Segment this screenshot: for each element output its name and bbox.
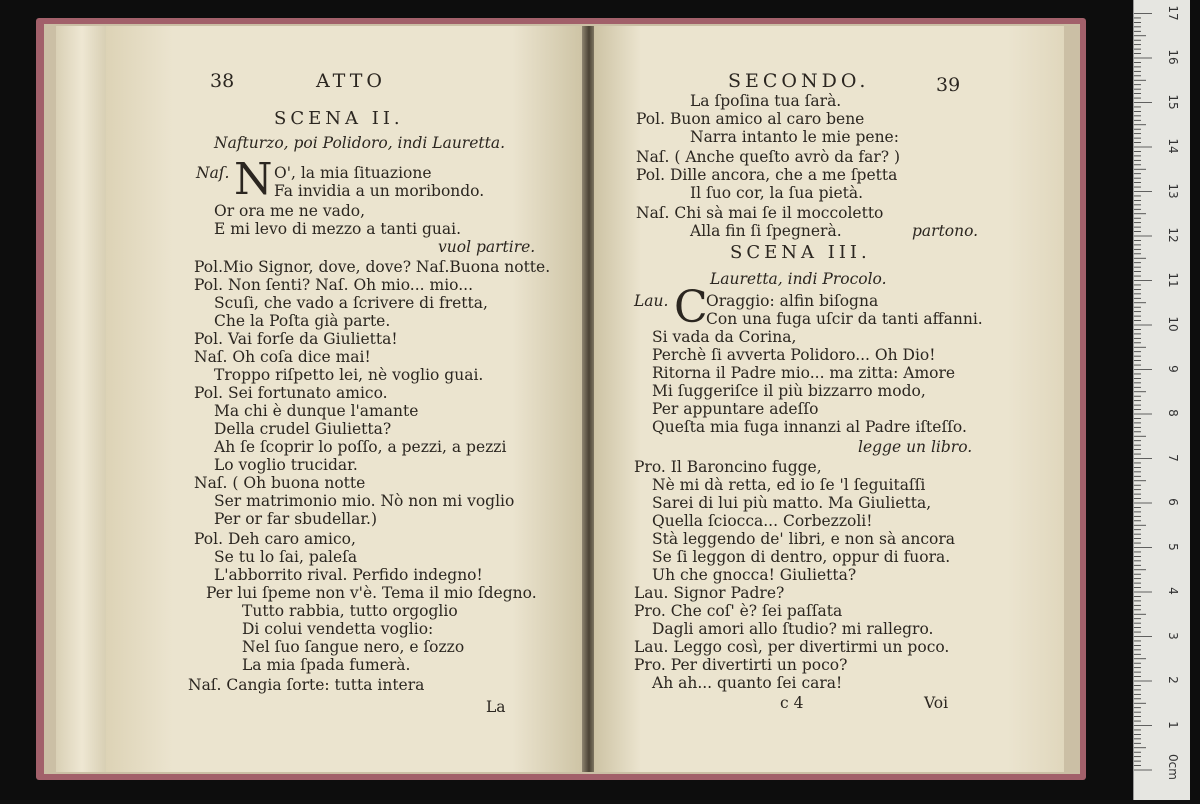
ruler-number: 12	[1166, 227, 1180, 243]
text-line: Troppo riſpetto lei, nè voglio guai.	[214, 366, 484, 384]
text-line: Perchè ſi avverta Polidoro... Oh Dio!	[652, 346, 936, 364]
text-line: Pol. Vai forſe da Giulietta!	[194, 330, 398, 348]
text-line: Di colui vendetta voglio:	[242, 620, 434, 638]
text-line: Or ora me ne vado,	[214, 202, 366, 220]
text-line: O', la mia ſituazione	[274, 164, 432, 182]
text-line: La mia ſpada fumerà.	[242, 656, 411, 674]
ruler-number: 6	[1166, 498, 1180, 506]
ruler-number: 8	[1166, 409, 1180, 417]
measuring-ruler	[1133, 0, 1190, 800]
ruler-number: 5	[1166, 542, 1180, 551]
ruler-ticks	[1134, 0, 1190, 800]
text-line: Queſta mia fuga innanzi al Padre iſteſſo.	[652, 418, 967, 436]
running-head: SECONDO.	[728, 70, 870, 92]
left-page	[106, 26, 584, 772]
ruler-number: 13	[1166, 182, 1180, 199]
text-line: Pol. Buon amico al caro bene	[636, 110, 865, 128]
text-line: Pro. Il Baroncino fugge,	[634, 458, 822, 476]
text-line: Mi ſuggeriſce il più bizzarro modo,	[652, 382, 926, 400]
text-line: Se ſi leggon di dentro, oppur di fuora.	[652, 548, 951, 566]
ruler-number: 4	[1166, 587, 1180, 595]
scene-title: SCENA II.	[274, 108, 404, 129]
ruler-number: 17	[1166, 4, 1180, 21]
signature-mark: c 4	[780, 694, 804, 712]
page-number: 39	[936, 74, 961, 96]
page-number: 38	[210, 70, 235, 92]
text-line: E mi levo di mezzo a tanti guai.	[214, 220, 462, 238]
text-line: Per appuntare adeſſo	[652, 400, 819, 418]
text-line: Uh che gnocca! Giulietta?	[652, 566, 857, 584]
text-line: Pol.Mio Signor, dove, dove? Naſ.Buona notte.	[194, 258, 551, 276]
drop-cap: C	[674, 282, 708, 333]
text-line: Che la Poſta già parte.	[214, 312, 391, 330]
text-line: Si vada da Corina,	[652, 328, 797, 346]
running-head: ATTO	[316, 70, 386, 92]
text-line: Stà leggendo de' libri, e non sà ancora	[652, 530, 955, 548]
text-line: Fa invidia a un moribondo.	[274, 182, 485, 200]
ruler-number: 1	[1166, 720, 1180, 729]
stage-direction: partono.	[912, 222, 979, 240]
text-line: Nè mi dà retta, ed io ſe 'l ſeguitaſſi	[652, 476, 926, 494]
text-line: Scuſi, che vado a ſcrivere di fretta,	[214, 294, 488, 312]
text-line: Naſ. ( Anche queſto avrò da far? )	[636, 148, 901, 166]
ruler-number: 9	[1166, 364, 1180, 373]
text-line: Per lui ſpeme non v'è. Tema il mio ſdegno.	[206, 584, 537, 602]
text-line: Ritorna il Padre mio... ma zitta: Amore	[652, 364, 956, 382]
text-line: Quella ſciocca... Corbezzoli!	[652, 512, 873, 530]
text-line: Pol. Dille ancora, che a me ſpetta	[636, 166, 898, 184]
text-line: Ma chi è dunque l'amante	[214, 402, 419, 420]
text-line: Il ſuo cor, la ſua pietà.	[690, 184, 864, 202]
text-line: Oraggio: alfin biſogna	[706, 292, 879, 310]
text-line: Dagli amori allo ſtudio? mi rallegro.	[652, 620, 934, 638]
text-line: Naſ. Chi sà mai ſe il moccoletto	[636, 204, 884, 222]
speaker-label: Lau.	[634, 292, 669, 310]
scene-title: SCENA III.	[730, 242, 871, 263]
left-page-fold	[56, 26, 108, 772]
text-line: Tutto rabbia, tutto orgoglio	[242, 602, 458, 620]
ruler-unit-label: 0cm	[1166, 754, 1180, 780]
text-line: Alla fin ſi ſpegnerà.	[690, 222, 842, 240]
catchword: La	[486, 698, 506, 716]
stage-direction: legge un libro.	[858, 438, 973, 456]
text-line: Ser matrimonio mio. Nò non mi voglio	[214, 492, 515, 510]
text-line: L'abborrito rival. Perfido indegno!	[214, 566, 483, 584]
ruler-number: 11	[1166, 271, 1180, 288]
text-line: Naſ. ( Oh buona notte	[194, 474, 366, 492]
text-line: Se tu lo ſai, paleſa	[214, 548, 358, 566]
ruler-number: 2	[1166, 676, 1180, 684]
ruler-number: 3	[1166, 631, 1180, 640]
text-line: La ſpoſina tua ſarà.	[690, 92, 842, 110]
text-line: Lo voglio trucidar.	[214, 456, 358, 474]
text-line: Pro. Che coſ' è? ſei paſſata	[634, 602, 843, 620]
text-line: Per or far sbudellar.)	[214, 510, 378, 528]
scene-characters: Lauretta, indi Procolo.	[710, 270, 887, 288]
text-line: Sarei di lui più matto. Ma Giulietta,	[652, 494, 932, 512]
text-line: Nel ſuo ſangue nero, e ſozzo	[242, 638, 465, 656]
speaker-label: Naſ.	[196, 164, 230, 182]
ruler-number: 10	[1166, 316, 1180, 332]
right-page	[594, 26, 1064, 772]
text-line: Pro. Per divertirti un poco?	[634, 656, 848, 674]
text-line: Della crudel Giulietta?	[214, 420, 392, 438]
ruler-number: 7	[1166, 453, 1180, 462]
ruler-number: 16	[1166, 49, 1180, 65]
text-line: Naſ. Cangia ſorte: tutta intera	[188, 676, 425, 694]
text-line: Lau. Signor Padre?	[634, 584, 785, 602]
text-line: Pol. Deh caro amico,	[194, 530, 356, 548]
text-line: Ah ſe ſcoprir lo poſſo, a pezzi, a pezzi	[214, 438, 507, 456]
text-line: Narra intanto le mie pene:	[690, 128, 899, 146]
ruler-number: 15	[1166, 93, 1180, 110]
scene-characters: Nafturzo, poi Polidoro, indi Lauretta.	[214, 134, 506, 152]
text-line: Pol. Sei fortunato amico.	[194, 384, 388, 402]
text-line: Naſ. Oh coſa dice mai!	[194, 348, 371, 366]
stage-direction: vuol partire.	[438, 238, 536, 256]
drop-cap: N	[234, 154, 273, 205]
text-line: Ah ah... quanto ſei cara!	[652, 674, 843, 692]
text-line: Pol. Non ſenti? Naſ. Oh mio... mio...	[194, 276, 473, 294]
catchword: Voi	[924, 694, 949, 712]
text-line: Con una fuga uſcir da tanti affanni.	[706, 310, 983, 328]
ruler-number: 14	[1166, 138, 1180, 154]
text-line: Lau. Leggo così, per divertirmi un poco.	[634, 638, 950, 656]
